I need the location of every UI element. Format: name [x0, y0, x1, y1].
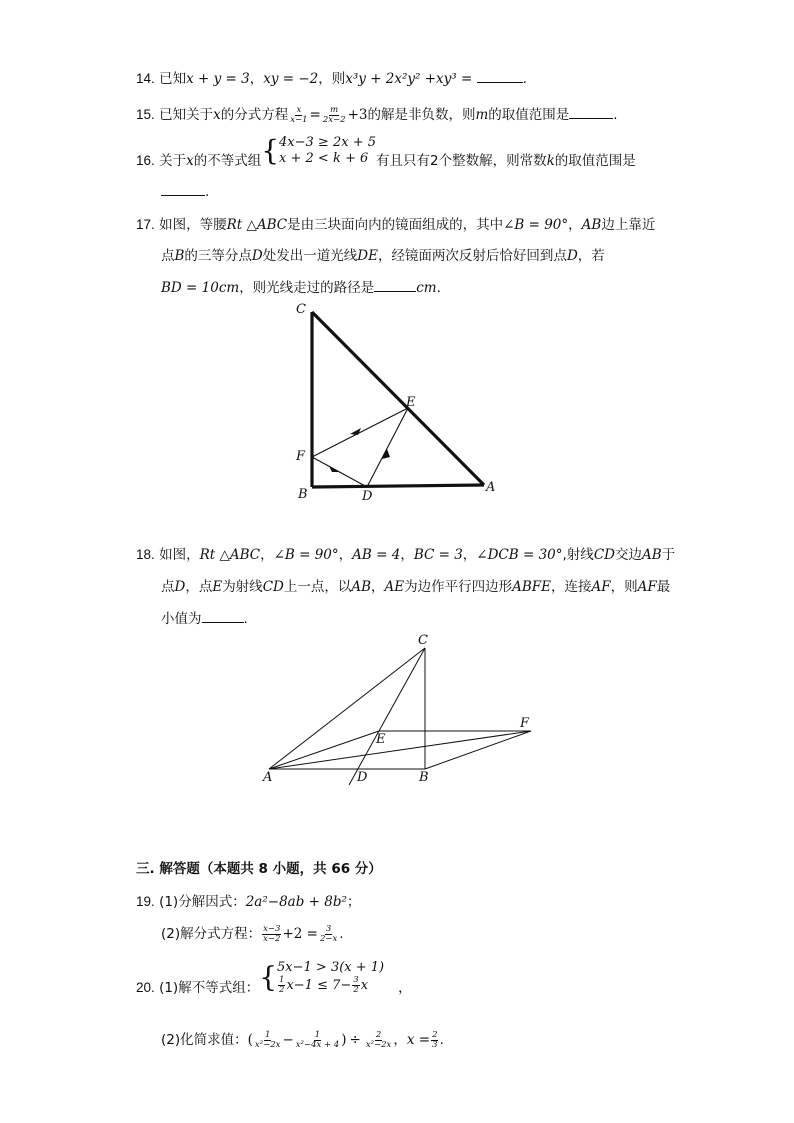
denominator: x−1 — [290, 114, 308, 125]
figure-lines — [269, 648, 531, 785]
question-number: 14. — [136, 71, 155, 86]
triangle-mirrors — [312, 312, 484, 487]
math: AF — [637, 579, 657, 595]
label-f: F — [296, 449, 306, 464]
text: . — [339, 926, 344, 942]
math: Rt △ABC — [226, 217, 288, 233]
text: 的三等分点 — [184, 248, 252, 264]
ray-fd — [312, 457, 367, 487]
answer-blank[interactable] — [374, 279, 416, 292]
label-d: D — [357, 770, 368, 785]
math: DE — [357, 248, 378, 264]
text: 最 — [656, 579, 671, 595]
math: cm — [416, 280, 437, 296]
math: D — [566, 248, 578, 264]
text: . — [436, 280, 441, 296]
math: AB — [641, 547, 662, 563]
brace: { — [259, 960, 278, 994]
text: ， — [338, 547, 353, 563]
label-b: B — [298, 487, 308, 502]
fraction — [431, 1031, 438, 1050]
text: 已知 — [159, 71, 187, 87]
math: x−1 ≤ 7− — [286, 978, 352, 993]
inequality: x + 2 < k + 6 — [279, 151, 369, 166]
text: 的分式方程 — [220, 107, 289, 123]
math: AF — [591, 579, 611, 595]
text: ,射线 — [562, 547, 594, 563]
numerator: 1 — [264, 1029, 271, 1040]
figure-17 — [290, 300, 510, 510]
question-20-part1 — [136, 960, 412, 995]
mirror-ba — [312, 485, 484, 487]
text: (2)化简求值： — [161, 1032, 248, 1048]
question-19-part1 — [136, 890, 360, 910]
text: 的不等式组 — [193, 153, 262, 169]
math: ( — [247, 1032, 253, 1048]
question-number: 16. — [136, 153, 155, 168]
denominator: 2x−2 — [322, 114, 346, 125]
answer-blank[interactable] — [161, 183, 205, 196]
text: 如图， — [159, 547, 200, 563]
question-number: 20. — [136, 979, 155, 995]
question-number: 17. — [136, 217, 155, 232]
fraction — [289, 106, 308, 125]
segment-ae — [269, 731, 379, 769]
numerator: 3 — [325, 923, 332, 934]
math: BC = 3 — [413, 547, 463, 563]
text: 点 — [161, 248, 175, 264]
fraction — [262, 925, 281, 944]
question-18-line2 — [161, 575, 670, 595]
text: ，则 — [610, 579, 638, 595]
label-a: A — [486, 480, 496, 495]
math: − — [282, 1032, 294, 1048]
inequality: 4x−3 ≥ 2x + 5 — [279, 135, 376, 150]
text: ， — [393, 1032, 407, 1048]
denominator: x²−2x — [365, 1039, 392, 1050]
numerator: 2 — [432, 1029, 438, 1040]
text: 的取值范围是 — [554, 153, 636, 169]
label-c: C — [418, 633, 428, 648]
answer-blank[interactable] — [202, 610, 244, 623]
math: D — [251, 248, 263, 264]
denominator: 2 — [279, 985, 285, 995]
fraction — [254, 1031, 282, 1050]
question-18-line3 — [161, 607, 248, 627]
text: . — [522, 71, 527, 87]
text: 的取值范围是 — [488, 107, 570, 123]
math: AB = 4 — [352, 547, 401, 563]
math: CD — [593, 547, 615, 563]
question-17-line2 — [161, 244, 605, 264]
label-f: F — [520, 716, 530, 731]
question-number: 18. — [136, 547, 155, 562]
text: 关于 — [159, 153, 187, 169]
math: E — [212, 579, 223, 595]
fraction — [352, 976, 359, 995]
label-e: E — [406, 395, 416, 410]
denominator: x−2 — [263, 933, 281, 944]
text: ； — [346, 894, 361, 910]
text: ，则 — [318, 71, 346, 87]
math: = — [309, 107, 321, 123]
math: AB — [581, 217, 602, 233]
text: ，则光线走过的路径是 — [239, 280, 375, 296]
section-title: 三. 解答题（本题共 8 小题，共 66 分） — [136, 861, 382, 877]
text: ，若 — [577, 248, 605, 264]
arrow-ef — [350, 428, 361, 435]
text: 有且只有2个整数解，则常数 — [376, 153, 547, 169]
question-17-line3 — [161, 276, 441, 296]
answer-blank[interactable] — [477, 70, 523, 83]
label-c: C — [296, 302, 306, 317]
text: ，点 — [185, 579, 213, 595]
fraction — [319, 925, 338, 944]
inequality — [277, 976, 384, 995]
inequality-system — [279, 135, 376, 167]
question-20-part2 — [161, 1028, 444, 1050]
text: 处发出一道光线 — [262, 248, 358, 264]
fraction — [365, 1031, 393, 1050]
question-15 — [136, 103, 618, 125]
math: CD — [262, 579, 284, 595]
math: ) — [341, 1032, 347, 1048]
text: ， — [260, 547, 274, 563]
text: ，连接 — [551, 579, 592, 595]
numerator: x — [296, 104, 302, 115]
text: 边上靠近 — [601, 217, 656, 233]
inequality: 5x−1 > 3(x + 1) — [277, 960, 385, 975]
fraction — [278, 976, 285, 995]
ray-de — [367, 408, 408, 487]
denominator: 2 — [353, 985, 359, 995]
text: (1)解不等式组： — [159, 979, 260, 996]
brace: { — [261, 134, 280, 167]
math: x³y + 2x²y² +xy³ = — [345, 71, 473, 87]
numerator: x−3 — [263, 923, 281, 934]
text: 为射线 — [222, 579, 263, 595]
math: ABFE — [512, 579, 552, 595]
math: xy = −2 — [263, 71, 319, 87]
text: ， — [371, 579, 385, 595]
question-17-line1 — [136, 213, 655, 233]
math: m — [475, 107, 489, 123]
numerator: 1 — [314, 1029, 321, 1040]
text: 如图，等腰 — [159, 217, 227, 233]
text: ， — [398, 979, 412, 996]
text: ， — [568, 217, 582, 233]
segment-af — [269, 731, 531, 769]
label-d: D — [362, 489, 373, 504]
math: +2 = — [282, 926, 318, 942]
math: BD = 10cm — [161, 280, 240, 296]
fraction — [322, 106, 347, 125]
text: . — [243, 611, 248, 627]
math: AE — [384, 579, 405, 595]
math: k — [546, 153, 555, 169]
math: ∠DCB = 30° — [476, 547, 563, 563]
ray-ef — [312, 408, 408, 457]
label-e: E — [376, 732, 386, 747]
mirror-ca — [312, 312, 484, 485]
text: 上一点，以 — [283, 579, 352, 595]
text: . — [439, 1032, 444, 1048]
text: . — [205, 184, 210, 200]
text: 已知关于 — [159, 107, 214, 123]
math: x — [213, 107, 221, 123]
numerator: 2 — [375, 1029, 382, 1040]
text: ，经镜面两次反射后恰好回到点 — [377, 248, 567, 264]
question-19-part2 — [161, 922, 344, 944]
text: 的解是非负数，则 — [367, 107, 476, 123]
math: 2a²−8ab + 8b² — [245, 894, 347, 910]
label-b: B — [419, 770, 429, 785]
text: (2)解分式方程： — [161, 926, 262, 942]
math: +3 — [347, 107, 368, 123]
math: ÷ — [349, 1032, 361, 1048]
text: . — [613, 107, 618, 123]
label-a: A — [263, 770, 273, 785]
math: x + y = 3 — [186, 71, 250, 87]
question-14 — [136, 67, 527, 87]
question-number: 19. — [136, 894, 155, 909]
denominator: 3 — [432, 1039, 438, 1050]
math: x — [186, 153, 194, 169]
question-18-line1 — [136, 543, 675, 563]
math: B — [174, 248, 185, 264]
math: x — [360, 978, 369, 993]
question-16 — [136, 135, 636, 167]
denominator: x²−4x + 4 — [295, 1039, 340, 1050]
denominator: 2−x — [319, 933, 338, 944]
math: D — [174, 579, 186, 595]
numerator: 1 — [279, 975, 285, 985]
math: x = — [406, 1032, 431, 1048]
text: 是由三块面向内的镜面组成的，其中 — [287, 217, 504, 233]
text: ， — [462, 547, 477, 563]
figure-18 — [255, 628, 545, 788]
text: 交边 — [614, 547, 642, 563]
ray-cd — [349, 648, 425, 785]
segment-ac — [269, 648, 425, 769]
light-path — [312, 408, 408, 487]
text: 点 — [161, 579, 175, 595]
math: ∠B = 90° — [503, 217, 569, 233]
text: 为边作平行四边形 — [404, 579, 513, 595]
text: ， — [249, 71, 264, 87]
math: ∠B = 90° — [273, 547, 339, 563]
numerator: 3 — [353, 975, 359, 985]
question-number: 15. — [136, 107, 155, 122]
segment-bf — [425, 731, 531, 769]
fraction — [295, 1031, 340, 1050]
question-16-answer — [161, 183, 209, 200]
answer-blank[interactable] — [569, 106, 613, 119]
math: Rt △ABC — [199, 547, 261, 563]
inequality-system — [277, 960, 384, 995]
math: AB — [351, 579, 372, 595]
text: 于 — [661, 547, 676, 563]
numerator: m — [330, 104, 339, 115]
text: 小值为 — [161, 611, 202, 627]
text: (1)分解因式： — [159, 894, 246, 910]
denominator: x²−2x — [254, 1039, 281, 1050]
text: ， — [400, 547, 414, 563]
